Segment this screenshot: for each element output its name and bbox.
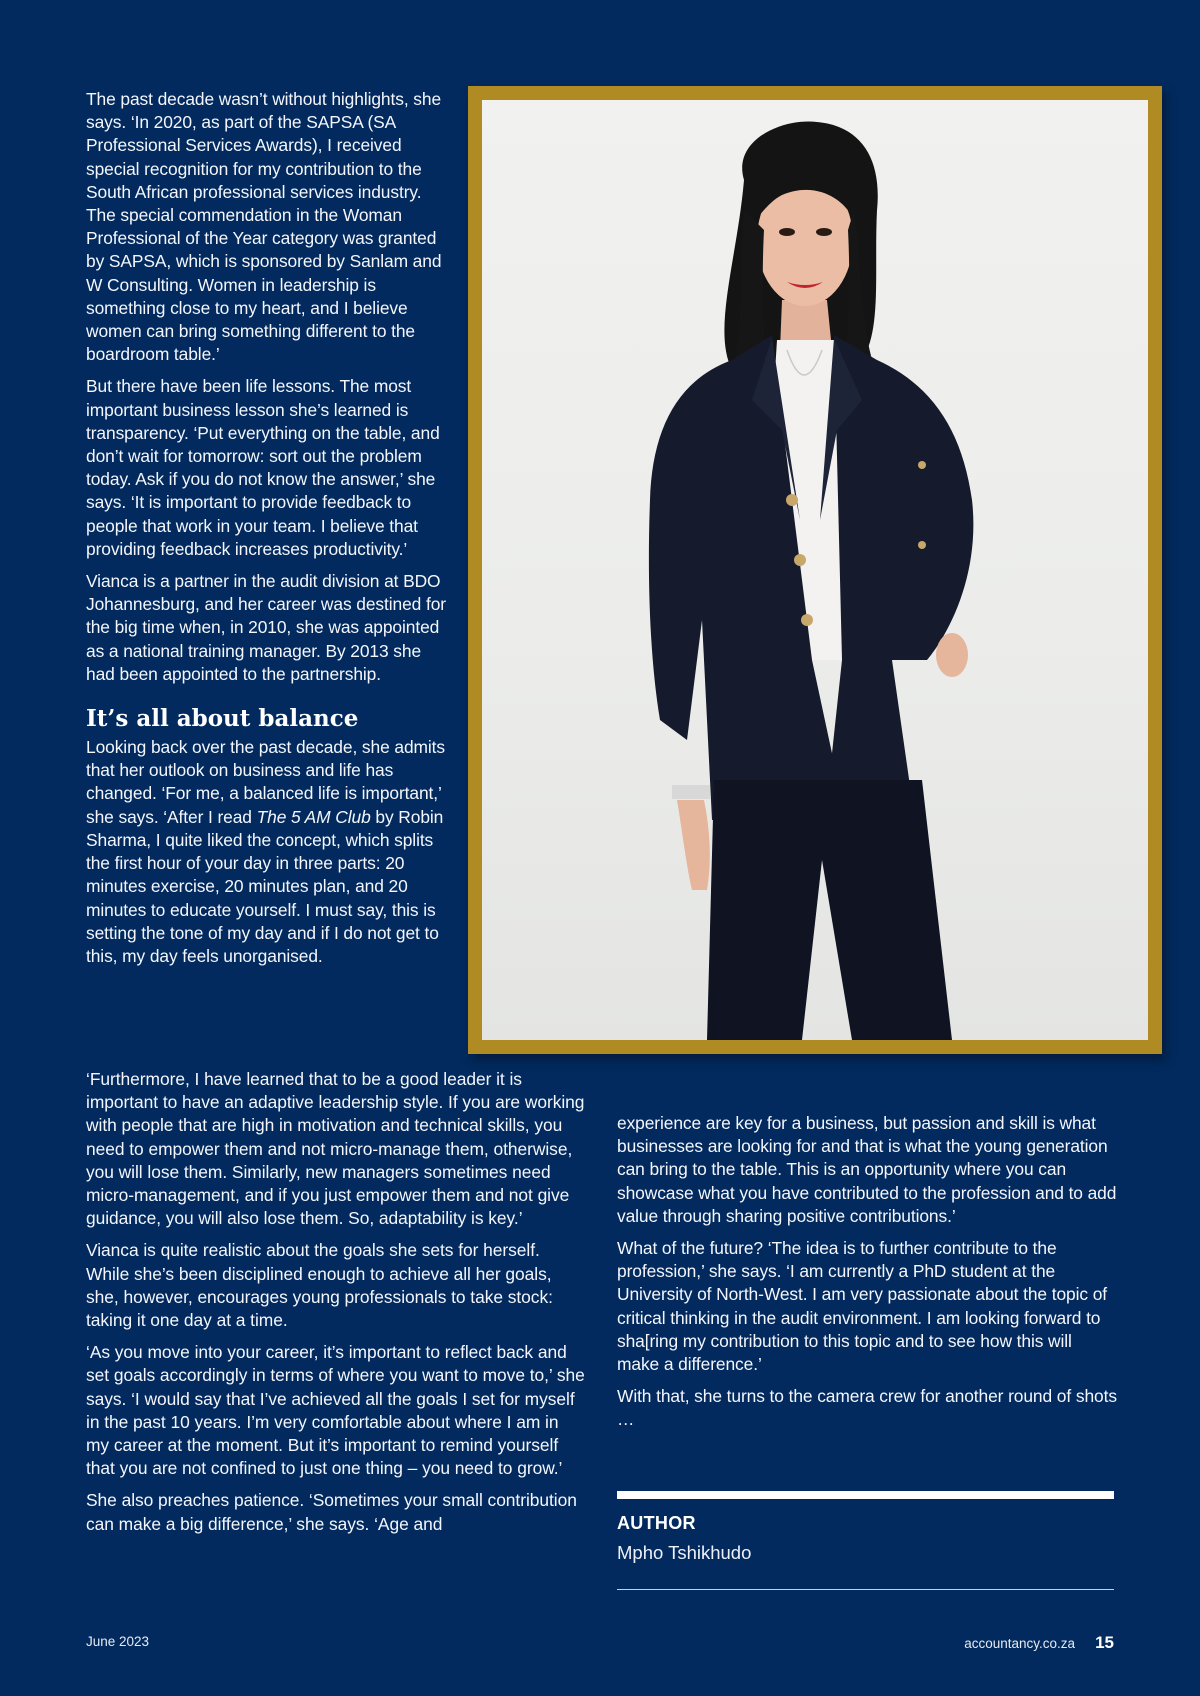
author-rule-top: [617, 1491, 1114, 1499]
paragraph-career: ‘As you move into your career, it’s important to reflect back and set goals accordingly in terms of where you want to move to,’ she says. ‘I would say that I’ve achieved all the goals I set for myself in the past 10 years. I’m very comfortable about where I am in my career at the moment. But it’s important to remind yourself that you are not confined to just one thing – you need to grow.’: [86, 1342, 585, 1479]
paragraph-future: What of the future? ‘The idea is to further contribute to the profession,’ she says. ‘I am currently a PhD student at the University of North-West. I am very passionate about the topic of critical thinking in the audit environment. I am looking forward to sha[ring my contribution to this topic and to see how this will make a difference.’: [617, 1238, 1107, 1375]
paragraph-life-lessons: But there have been life lessons. The most important business lesson she’s learned is transparency. ‘Put everything on the table, and don’t wait for tomorrow: sort out the problem today. Ask if you do not know the answer,’ she says. ‘It is important to provide feedback to people that work in your team. I believe that providing feedback increases productivity.’: [86, 376, 440, 559]
footer-date: June 2023: [86, 1634, 150, 1649]
portrait-photo-frame: [468, 86, 1162, 1054]
portrait-photo: [482, 100, 1148, 1040]
paragraph-goals: Vianca is quite realistic about the goals she sets for herself. While she’s been disciplined enough to achieve all her goals, she, however, encourages young professionals to take stock: taking it one day at a time.: [86, 1240, 553, 1331]
page-number: 15: [1095, 1633, 1114, 1652]
paragraph-experience: experience are key for a business, but passion and skill is what businesses are looking for and that is what the young generation can bring to the table. This is an opportunity where you can showcase what you have contributed to the profession and to add value through sharing positive contributions.’: [617, 1113, 1117, 1226]
footer-right: [964, 1633, 1114, 1653]
balance-text-after: by Robin Sharma, I quite liked the concept, which splits the first hour of your day in three parts: 20 minutes exercise, 20 minutes plan, and 20 minutes to educate yourself. I must say, this is setting the tone of my day and if I do not get to this, my day feels unorganised.: [86, 806, 444, 966]
paragraph-closing: With that, she turns to the camera crew for another round of shots …: [617, 1386, 1117, 1430]
author-name: Mpho Tshikhudo: [617, 1542, 752, 1563]
right-column: [617, 1112, 1117, 1441]
author-rule-bottom: [617, 1589, 1114, 1590]
paragraph-balance: [86, 736, 446, 968]
footer-website[interactable]: accountancy.co.za: [964, 1636, 1076, 1651]
paragraph-partner: Vianca is a partner in the audit division at BDO Johannesburg, and her career was destined for the big time when, in 2010, she was appointed as a national training manager. By 2013 she had been appointed to the partnership.: [86, 571, 446, 684]
portrait-illustration: [482, 100, 1148, 1040]
paragraph-patience: She also preaches patience. ‘Sometimes your small contribution can make a big difference,’ she says. ‘Age and: [86, 1490, 577, 1534]
balance-text-before: Looking back over the past decade, she admits that her outlook on business and life has changed. ‘For me, a balanced life is important,’ she says. ‘After I read: [86, 737, 445, 827]
book-title: The 5 AM Club: [256, 806, 371, 827]
paragraph-leadership: ‘Furthermore, I have learned that to be a good leader it is important to have an adaptive leadership style. If you are working with people that are high in motivation and technical skills, you need to empower them and not micro-manage them, otherwise, you will lose them. Similarly, new managers sometimes need micro-management, and if you just empower them and not give guidance, you will also lose them. So, adaptability is key.’: [86, 1069, 585, 1229]
author-label: AUTHOR: [617, 1513, 696, 1533]
bottom-left-column: [86, 1068, 586, 1545]
section-heading: It’s all about balance: [86, 705, 359, 733]
paragraph-highlights: The past decade wasn’t without highlights, she says. ‘In 2020, as part of the SAPSA (SA Professional Services Awards), I received special recognition for my contribution to the South African professional services industry. The special commendation in the Woman Professional of the Year category was granted by SAPSA, which is sponsored by Sanlam and W Consulting. Women in leadership is something close to my heart, and I believe women can bring something different to the boardroom table.’: [86, 89, 442, 365]
top-left-column: [86, 88, 446, 977]
